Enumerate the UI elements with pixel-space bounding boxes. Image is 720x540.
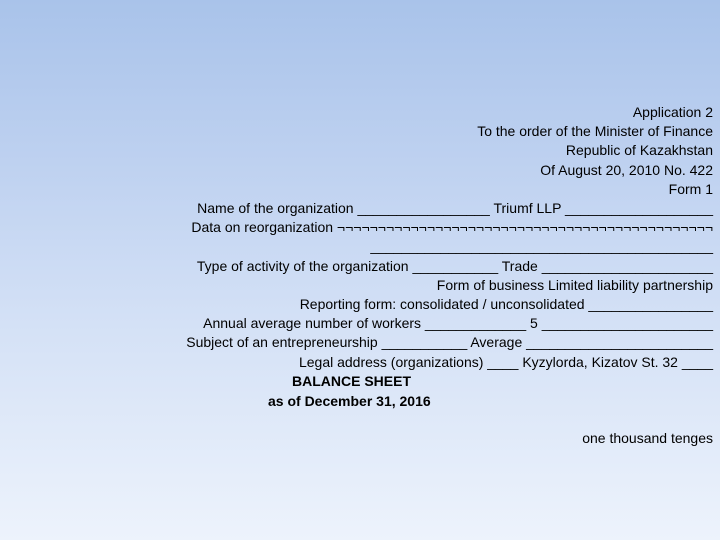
order-reference: To the order of the Minister of Finance	[477, 123, 713, 140]
form-number: Form 1	[668, 180, 713, 197]
reorganization-line: Data on reorganization ¬¬¬¬¬¬¬¬¬¬¬¬¬¬¬¬¬¬¬¬¬¬¬¬¬¬¬¬¬¬¬¬¬¬¬¬¬¬¬¬¬¬¬¬¬¬	[191, 219, 713, 236]
reporting-form-line: Reporting form: consolidated / unconsolidated ________________	[299, 296, 713, 313]
country-line: Republic of Kazakhstan	[565, 142, 713, 159]
header-block	[477, 103, 713, 199]
balance-sheet-date: as of December 31, 2016	[268, 393, 431, 409]
order-date: Of August 20, 2010 No. 422	[540, 161, 713, 178]
currency-units: one thousand tenges	[582, 430, 713, 446]
application-number: Application 2	[632, 104, 713, 120]
blank-underline: ____________________________________________	[370, 238, 713, 255]
entrepreneurship-line: Subject of an entrepreneurship ___________ Average ________________________	[186, 334, 713, 351]
workers-count-line: Annual average number of workers _____________ 5 ______________________	[203, 315, 713, 332]
document-title	[0, 371, 720, 411]
organization-info	[186, 199, 713, 372]
legal-address-line: Legal address (organizations) ____ Kyzylorda, Kizatov St. 32 ____	[298, 353, 713, 370]
balance-sheet-title: BALANCE SHEET	[292, 373, 412, 389]
business-form-line: Form of business Limited liability partnership	[436, 276, 713, 293]
organization-name-line: Name of the organization _________________ Triumf LLP ___________________	[197, 200, 713, 216]
activity-type-line: Type of activity of the organization ___________ Trade ______________________	[196, 257, 713, 274]
